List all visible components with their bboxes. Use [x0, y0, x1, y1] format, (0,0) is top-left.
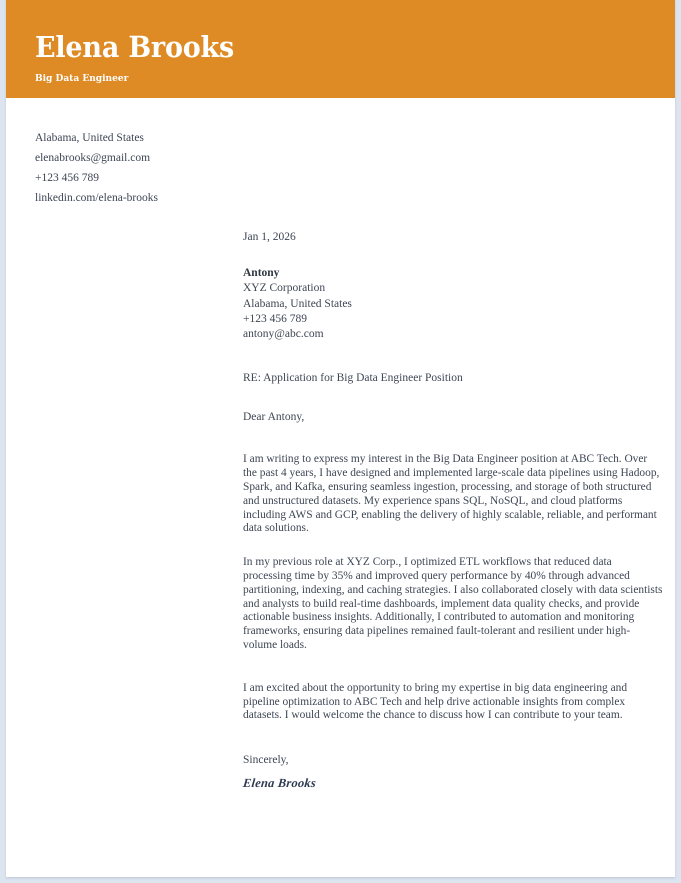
letter-paragraph-3: I am excited about the opportunity to bring my expertise in big data engineering and pipeline optimization to ABC Tech and help drive actionable insights from complex datasets. I would welcome the chance to discuss how I can contribute to your team. [243, 681, 628, 722]
letter-paragraph-1: I am writing to express my interest in the Big Data Engineer position at ABC Tech. Over the past 4 years, I have designed and implemented large-scale data pipelines using Hadoop, Spark, and Kafka, ensuring seamless ingestion, processing, and storage of both structured and unstructured datasets. My experience spans SQL, NoSQL, and cloud platforms including AWS and GCP, enabling the delivery of highly scalable, reliable, and performant data solutions. [243, 453, 660, 535]
contact-phone: +123 456 789 [35, 172, 99, 184]
letter-closing: Sincerely, [243, 754, 289, 767]
signature: Elena Brooks [242, 776, 317, 791]
applicant-job-title: Big Data Engineer [35, 73, 129, 84]
recipient-name: Antony [243, 267, 280, 279]
letter-paragraph-2: In my previous role at XYZ Corp., I optimized ETL workflows that reduced data processing time by 35% and improved query performance by 40% through advanced partitioning, indexing, and caching strategies. I also collaborated closely with data scientists and analysts to build real-time dashboards, implement data quality checks, and provide actionable business insights. Additionally, I contributed to automation and monitoring frameworks, ensuring data pipelines remained fault-tolerant and resilient under high-volume loads. [243, 556, 663, 652]
recipient-email[interactable]: antony@abc.com [243, 328, 324, 341]
applicant-name: Elena Brooks [35, 30, 235, 64]
header-banner [6, 0, 675, 98]
recipient-location: Alabama, United States [243, 297, 352, 310]
page-content [6, 98, 675, 877]
recipient-company: XYZ Corporation [243, 282, 326, 295]
letter-body [243, 98, 663, 792]
cover-letter-page [6, 0, 675, 877]
contact-sidebar [35, 131, 225, 211]
letter-subject: RE: Application for Big Data Engineer Position [243, 372, 463, 385]
contact-email[interactable]: elenabrooks@gmail.com [35, 152, 151, 164]
contact-linkedin[interactable]: linkedin.com/elena-brooks [35, 192, 158, 204]
recipient-phone: +123 456 789 [243, 312, 307, 325]
letter-date: Jan 1, 2026 [243, 231, 296, 243]
contact-location: Alabama, United States [35, 132, 144, 144]
recipient-block [243, 266, 663, 342]
letter-salutation: Dear Antony, [243, 411, 305, 424]
